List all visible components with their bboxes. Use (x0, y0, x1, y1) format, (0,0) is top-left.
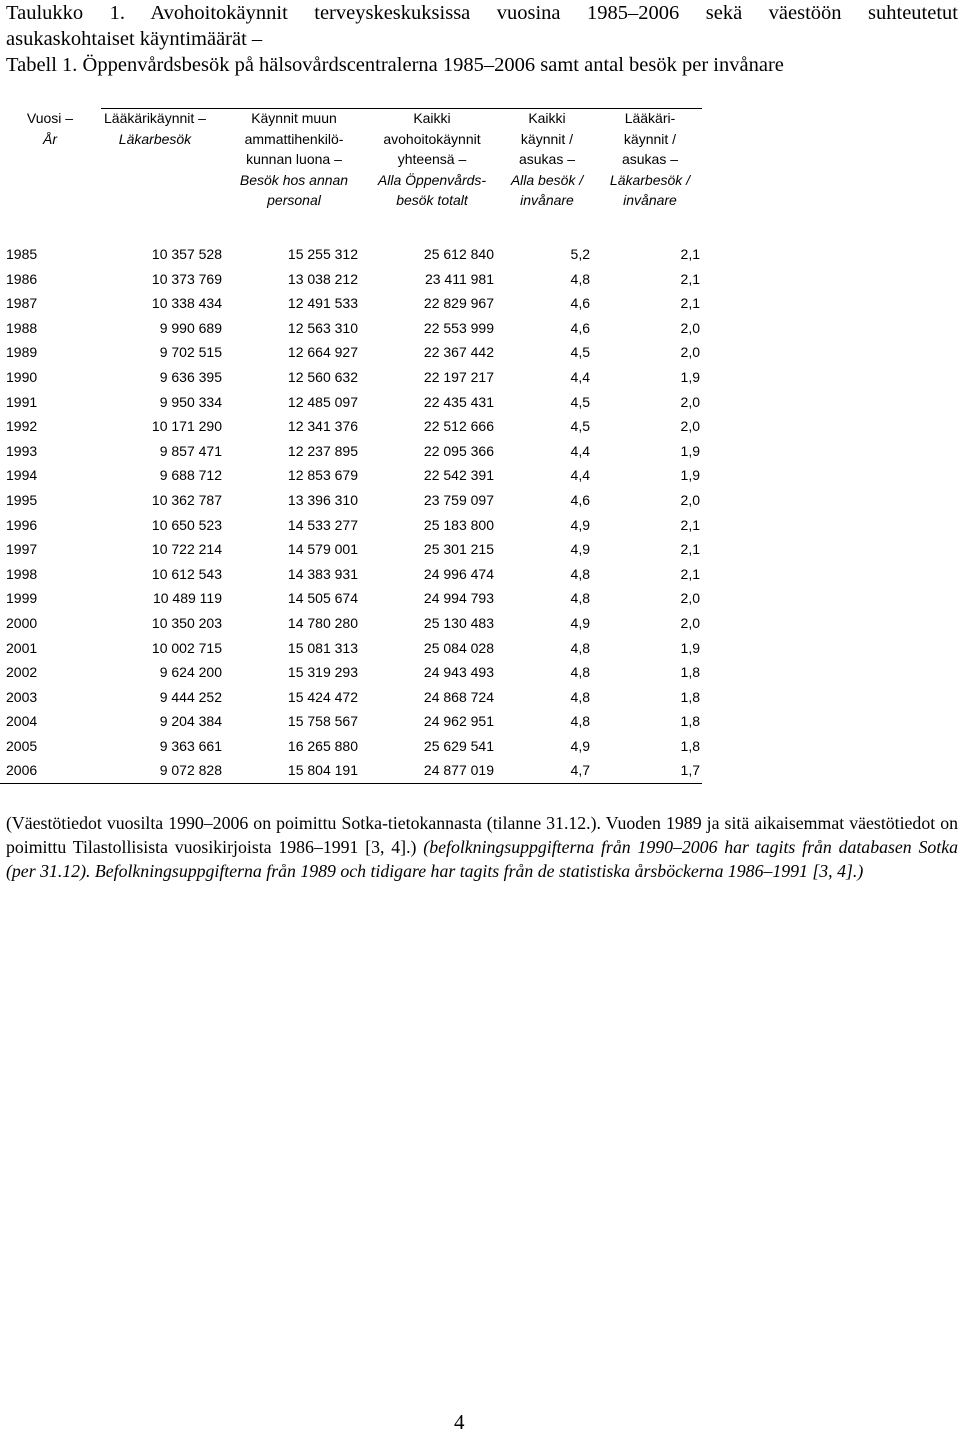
table-cell: 14 780 280 (287, 614, 358, 631)
table-cell: 4,5 (570, 418, 590, 435)
table-cell: 9 204 384 (159, 713, 222, 730)
table-cell: 25 084 028 (423, 639, 494, 656)
table-cell: 1994 (6, 467, 38, 484)
table-row (0, 390, 702, 415)
table-cell: 10 357 528 (151, 246, 222, 262)
table-cell: 4,6 (570, 491, 590, 508)
table-cell: 25 612 840 (423, 246, 494, 262)
table-cell: 4,5 (570, 393, 590, 410)
table-cell: 9 950 334 (159, 393, 222, 410)
table-cell: 15 758 567 (287, 713, 358, 730)
table-cell: 1997 (6, 541, 38, 558)
table-cell: 14 533 277 (287, 516, 358, 533)
table-cell: 10 002 715 (151, 639, 222, 656)
column-header-line: Kaikki (528, 110, 566, 126)
table-cell: 2,0 (680, 393, 700, 410)
table-cell: 1,8 (680, 713, 700, 730)
table-cell: 2,1 (680, 516, 700, 533)
table-row (0, 709, 702, 734)
table-cell: 10 171 290 (151, 418, 222, 435)
title-finnish-line1: Taulukko 1. Avohoitokäynnit terveyskeskuksissa vuosina 1985–2006 sekä väestöön suhteutetut (6, 2, 958, 24)
column-header (596, 108, 704, 211)
table-cell: 1,8 (680, 664, 700, 681)
table-row (0, 537, 702, 562)
table-cell: 2,0 (680, 491, 700, 508)
table-row (0, 758, 702, 784)
table-cell: 12 491 533 (287, 295, 358, 312)
table-row (0, 562, 702, 587)
table-cell: 24 877 019 (423, 762, 494, 779)
table-cell: 10 362 787 (151, 491, 222, 508)
table-row (0, 316, 702, 341)
table-cell: 5,2 (570, 246, 590, 262)
table-cell: 9 363 661 (159, 737, 222, 754)
table-cell: 9 624 200 (159, 664, 222, 681)
table-cell: 15 319 293 (287, 664, 358, 681)
table-cell: 1987 (6, 295, 38, 312)
table-cell: 1,9 (680, 639, 700, 656)
table-cell: 14 505 674 (287, 590, 358, 607)
table-cell: 25 130 483 (423, 614, 494, 631)
table-title (6, 0, 958, 78)
table-cell: 9 444 252 (159, 688, 222, 705)
table-cell: 2,1 (680, 565, 700, 582)
table-cell: 14 579 001 (287, 541, 358, 558)
table-cell: 9 688 712 (159, 467, 222, 484)
table-row (0, 242, 702, 267)
table-cell: 2005 (6, 737, 38, 754)
table-cell: 9 990 689 (159, 319, 222, 336)
table-cell: 12 237 895 (287, 442, 358, 459)
table-cell: 9 072 828 (159, 762, 222, 779)
table-cell: 10 489 119 (152, 590, 222, 607)
table-cell: 15 424 472 (287, 688, 358, 705)
table-cell: 25 183 800 (423, 516, 494, 533)
table-cell: 4,4 (570, 442, 590, 459)
table-cell: 2,1 (680, 295, 700, 312)
table-row (0, 291, 702, 316)
table-cell: 22 095 366 (423, 442, 494, 459)
table-cell: 2001 (6, 639, 38, 656)
table-cell: 2,1 (680, 246, 700, 262)
table-cell: 1,9 (680, 442, 700, 459)
table-cell: 9 636 395 (159, 368, 222, 385)
table-cell: 12 563 310 (287, 319, 358, 336)
table-cell: 2,0 (680, 319, 700, 336)
table-cell: 1995 (6, 491, 38, 508)
table-cell: 13 396 310 (287, 491, 358, 508)
column-header (95, 108, 215, 149)
table-cell: 23 759 097 (423, 491, 494, 508)
table-row (0, 488, 702, 513)
title-swedish: Tabell 1. Öppenvårdsbesök på hälsovårdscentralerna 1985–2006 samt antal besök per invånare (6, 54, 784, 76)
column-header-line: avohoitokäynnit (383, 130, 481, 147)
table-cell: 22 512 666 (423, 418, 494, 435)
table-cell: 10 650 523 (151, 516, 222, 533)
table-cell: 24 962 951 (423, 713, 494, 730)
table-cell: 15 804 191 (287, 762, 358, 779)
column-header-line: Läkarbesök / (609, 171, 691, 188)
column-header-line: invånare (520, 192, 574, 208)
table-cell: 15 255 312 (287, 246, 358, 262)
table-row (0, 611, 702, 636)
table-cell: 13 038 212 (287, 270, 358, 287)
table-cell: 4,9 (570, 516, 590, 533)
table-cell: 1993 (6, 442, 38, 459)
table-row (0, 414, 702, 439)
column-header-line: ammattihenkilö- (244, 130, 344, 147)
table-cell: 4,9 (570, 614, 590, 631)
table-cell: 22 829 967 (423, 295, 494, 312)
table-cell: 4,7 (570, 762, 590, 779)
table-cell: 1985 (6, 246, 38, 262)
table-cell: 22 367 442 (423, 344, 494, 361)
table-cell: 24 943 493 (423, 664, 494, 681)
footnote (6, 811, 958, 883)
column-header-line: besök totalt (396, 192, 468, 208)
table-cell: 10 722 214 (151, 541, 222, 558)
table-cell: 22 542 391 (423, 467, 494, 484)
table-cell: 1999 (6, 590, 38, 607)
table-cell: 2002 (6, 664, 38, 681)
column-header-line: Kaikki (413, 110, 451, 126)
table-cell: 25 301 215 (423, 541, 494, 558)
table-cell: 1,9 (680, 368, 700, 385)
table-cell: 1996 (6, 516, 38, 533)
table-cell: 4,8 (570, 590, 590, 607)
table-cell: 4,8 (570, 713, 590, 730)
table-cell: 1,7 (680, 762, 700, 779)
column-header-line: Käynnit muun (251, 110, 337, 126)
column-header-line: Lääkäri- (624, 110, 676, 126)
table-cell: 1992 (6, 418, 38, 435)
title-finnish-line2: asukaskohtaiset käyntimäärät – (6, 28, 263, 50)
table-cell: 2,0 (680, 418, 700, 435)
table-cell: 1988 (6, 319, 38, 336)
table-cell: 2,1 (680, 541, 700, 558)
footnote-swedish: (befolkningsuppgifterna från 1990–2006 har tagits från databasen Sotka (per 31.12). Befolkningsuppgifterna från 1989 och tidigare har tagits från de statistiska årsböckerna 1986–1991 [3, 4].) (6, 837, 958, 881)
table-cell: 1989 (6, 344, 38, 361)
table-cell: 4,6 (570, 295, 590, 312)
table-cell: 12 560 632 (287, 368, 358, 385)
table-cell: 4,8 (570, 639, 590, 656)
column-header-line: Besök hos annan (239, 171, 349, 188)
table-cell: 9 857 471 (159, 442, 222, 459)
column-header-line: kunnan luona – (246, 151, 342, 167)
column-header-line: asukas – (518, 151, 576, 167)
table-cell: 1991 (6, 393, 38, 410)
table-cell: 2,0 (680, 614, 700, 631)
table-cell: 2,1 (680, 270, 700, 287)
table-cell: 12 485 097 (287, 393, 358, 410)
table-cell: 4,9 (570, 737, 590, 754)
table-cell: 10 612 543 (151, 565, 222, 582)
column-header (10, 108, 90, 149)
table-row (0, 340, 702, 365)
table-row (0, 267, 702, 292)
column-header-line: Alla besök / (510, 171, 584, 188)
column-header-line: yhteensä – (397, 151, 467, 167)
table-cell: 1,8 (680, 688, 700, 705)
table-cell: 4,8 (570, 688, 590, 705)
table-cell: 22 197 217 (423, 368, 494, 385)
column-header (226, 108, 362, 211)
table-cell: 4,8 (570, 664, 590, 681)
table-cell: 12 853 679 (287, 467, 358, 484)
table-row (0, 513, 702, 538)
table-cell: 12 341 376 (287, 418, 358, 435)
table-cell: 22 553 999 (423, 319, 494, 336)
table-cell: 4,4 (570, 368, 590, 385)
table-row (0, 660, 702, 685)
table-cell: 24 996 474 (423, 565, 494, 582)
column-header (500, 108, 594, 211)
column-header (364, 108, 500, 211)
table-cell: 14 383 931 (287, 565, 358, 582)
table-body (0, 242, 702, 784)
table-cell: 2,0 (680, 590, 700, 607)
table-cell: 1998 (6, 565, 38, 582)
table-cell: 9 702 515 (159, 344, 222, 361)
table-row (0, 685, 702, 710)
column-header-line: Alla Öppenvårds- (377, 171, 487, 188)
table-cell: 16 265 880 (287, 737, 358, 754)
table-cell: 25 629 541 (423, 737, 494, 754)
table-cell: 10 338 434 (151, 295, 222, 312)
table-cell: 24 994 793 (423, 590, 494, 607)
column-header-line: Vuosi – (26, 110, 74, 126)
table-cell: 1986 (6, 270, 38, 287)
column-header-line: invånare (623, 192, 677, 208)
table-cell: 1990 (6, 368, 38, 385)
table-cell: 24 868 724 (423, 688, 494, 705)
column-header-line: År (43, 130, 57, 147)
table-cell: 1,9 (680, 467, 700, 484)
table-cell: 4,5 (570, 344, 590, 361)
table-cell: 2000 (6, 614, 38, 631)
table-row (0, 463, 702, 488)
page-number: 4 (454, 1410, 465, 1434)
column-header-line: käynnit / (623, 130, 677, 147)
table-cell: 15 081 313 (287, 639, 358, 656)
table-cell: 2,0 (680, 344, 700, 361)
table-cell: 2004 (6, 713, 38, 730)
table-cell: 10 373 769 (151, 270, 222, 287)
table-row (0, 586, 702, 611)
column-header-line: asukas – (621, 151, 679, 167)
table-cell: 2006 (6, 762, 38, 779)
table-row (0, 734, 702, 759)
table-cell: 22 435 431 (423, 393, 494, 410)
table-cell: 23 411 981 (424, 270, 494, 287)
table-cell: 12 664 927 (287, 344, 358, 361)
table-cell: 4,6 (570, 319, 590, 336)
table-cell: 4,9 (570, 541, 590, 558)
column-header-line: personal (267, 192, 321, 208)
column-header-line: Lääkärikäynnit – (104, 110, 206, 126)
footnote-finnish: (Väestötiedot vuosilta 1990–2006 on poimittu Sotka-tietokannasta (tilanne 31.12.). Vuoden 1989 ja sitä aikaisemmat väestötiedot on poimittu Tilastollisista vuosikirjoista 1986–1991 [3, 4].) (6, 813, 958, 857)
column-header-line: Läkarbesök (118, 130, 192, 147)
table-cell: 4,8 (570, 565, 590, 582)
table-cell: 4,8 (570, 270, 590, 287)
table-row (0, 365, 702, 390)
table-cell: 2003 (6, 688, 38, 705)
table-cell: 10 350 203 (151, 614, 222, 631)
table-cell: 1,8 (680, 737, 700, 754)
column-header-line: käynnit / (520, 130, 574, 147)
table-row (0, 636, 702, 661)
table-row (0, 439, 702, 464)
table-cell: 4,4 (570, 467, 590, 484)
